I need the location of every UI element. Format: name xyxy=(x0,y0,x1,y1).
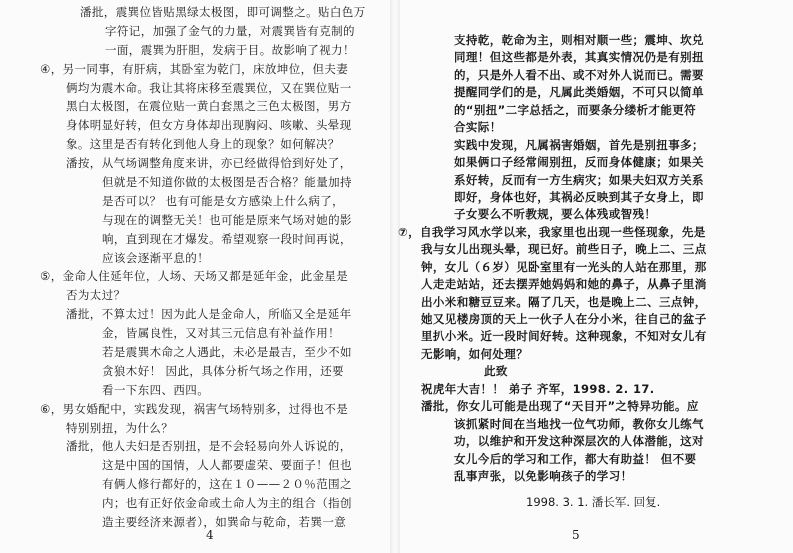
text-line: 我与女儿出现头晕，现已好。前些日子，晚上二、三点 xyxy=(421,242,707,256)
text-line: 该抓紧时间在当地找一位气功师，教你女儿练气 xyxy=(454,417,704,431)
text-line: 潘批，不算太过！因为此人是金命人，所临又全是延年 xyxy=(66,307,352,321)
text-line: 的，只是外人看不出、或不对外人说而已。需要 xyxy=(454,68,704,82)
text-line: 黑白太极图，在震位贴一黄白套黑之三色太极图，男方 xyxy=(66,99,352,113)
text-line: 看一下东四、西四。 xyxy=(102,383,210,397)
text-line: 女儿今后的学习和工作，都大有助益！ 但不要 xyxy=(454,452,697,466)
closing-text: 祝虎年大吉！！ 弟子 齐军，1998. 2. 17. xyxy=(421,382,655,396)
text-line: 出小米和糖豆豆来。隔了几天，也是晚上二、三点钟， xyxy=(421,295,707,309)
text-line: 功，以维护和开发这种深层次的人体潜能，这对 xyxy=(454,434,704,448)
text-line: 贪狼木好！ 因此，具体分析气场之作用，还要 xyxy=(102,364,345,378)
text-line: 她又见楼房顶的天上一伙子人在分小米，往自己的盆子 xyxy=(421,312,707,326)
text-line: ⑥，男女婚配中，实践发现，祸害气场特别多，过得也不是 xyxy=(40,402,349,416)
text-line: 子女要么不听教规，要么体残或智残！ xyxy=(454,207,657,221)
text-line: 与现在的调整无关！也可能是原来气场对她的影 xyxy=(102,213,352,227)
text-line: 内；也有正好依金命或土命人为主的组合（指创 xyxy=(102,496,352,510)
text-line: 系好转，反而有一方生病灾；如果夫妇双方关系 xyxy=(454,173,704,187)
text-line: 但就是不知道你做的太极图是否合格？能量加持 xyxy=(102,175,352,189)
text-line: 人走走站站，还去摆弄她妈妈和她的鼻子，从鼻子里淌 xyxy=(421,277,707,291)
text-line: 造主要经济来源者），如巽命与乾命，若巽一意 xyxy=(102,515,347,529)
text-line: 俩均为震木命。我让其将床移至震巽位，又在巽位贴一 xyxy=(66,81,352,95)
text-line: 这是中国的国情，人人都要虚荣、要面子！但也 xyxy=(102,458,352,472)
text-line: 是否可以？ 也有可能是女方感染上什么病了， xyxy=(102,194,345,208)
text-line: 象。这里是否有转化到他人身上的现象？如何解决？ xyxy=(66,137,340,151)
text-line: ⑦，自我学习风水学以来，我家里也出现一些怪现象，先是 xyxy=(398,225,706,239)
right-page xyxy=(396,0,793,553)
text-line: 字符记，加强了金气的力量，对震巽皆有克制的 xyxy=(105,24,355,38)
text-line: 金，皆属良性，又对其三元信息有补益作用！ xyxy=(102,326,340,340)
text-line: 特别别扭，为什么？ xyxy=(66,421,174,435)
text-line: 应该会逐渐平息的！ xyxy=(102,251,210,265)
text-line: 响，直到现在才爆发。希望观察一段时间再说， xyxy=(102,232,352,246)
text-line: 潘批，他人夫妇是否别扭，是不会轻易向外人诉说的， xyxy=(66,439,352,453)
text-line: 里扒小米。近一段时间好转。这种现象，不知对女儿有 xyxy=(421,329,707,343)
text-line: ⑤，金命人住延年位，人场、天场又都是延年金，此金星是 xyxy=(40,269,349,283)
text-line: 的“别扭”二字总括之，而要条分缕析才能更符 xyxy=(454,103,697,117)
text-line: 身体明显好转，但女方身体却出现胸闷、咳嗽、头晕现 xyxy=(66,118,352,132)
text-line: 若是震巽木命之人遇此，未必是最吉，至少不如 xyxy=(102,345,352,359)
text-line: 如果俩口子经常闹别扭，反而身体健康；如果关 xyxy=(454,155,704,169)
text-line: ④，另一同事，有肝病，其卧室为乾门，床放坤位，但夫妻 xyxy=(40,62,349,76)
text-line: 潘批，震巽位皆贴黑绿太极图，即可调整之。贴白色万 xyxy=(80,5,366,19)
page-number: 5 xyxy=(572,528,580,542)
text-line: 即好，身体也好，其祸必反映到其子女身上，即 xyxy=(454,190,704,204)
text-line: 潘批，你女儿可能是出现了“天目开”之特异功能。应 xyxy=(421,399,699,413)
left-page xyxy=(0,0,396,553)
text-line: 钟，女儿（６岁）见卧室里有一光头的人站在那里，那 xyxy=(421,260,707,274)
text-line: 有俩人修行都好的，这在１０——２０％范围之 xyxy=(102,477,352,491)
text-line: 实践中发现，凡属祸害婚姻，首先是别扭事多； xyxy=(454,138,704,152)
text-line: 无影响，如何处理？ xyxy=(421,347,529,361)
closing-text: 此致 xyxy=(484,364,508,378)
text-line: 提醒同学们的是，凡属此类婚姻，不可只以简单 xyxy=(454,85,704,99)
text-line: 一面，震巽为肝胆，发病于目。故影响了视力！ xyxy=(105,43,355,57)
text-line: 否为太过？ xyxy=(66,288,126,302)
text-line: 支持乾，乾命为主，则相对顺一些；震坤、坎兑 xyxy=(454,33,704,47)
text-line: 潘按，从气场调整角度来讲，亦已经做得恰到好处了， xyxy=(66,156,352,170)
text-line: 合实际！ xyxy=(454,120,502,134)
page-number: 4 xyxy=(206,528,214,542)
text-line: 乱事声张，以免影响孩子的学习！ xyxy=(454,469,633,483)
signature: 1998. 3. 1. 潘长军. 回复. xyxy=(526,495,661,509)
text-line: 同理！但这些都是外表，其真实情况仍是有别扭 xyxy=(454,50,704,64)
